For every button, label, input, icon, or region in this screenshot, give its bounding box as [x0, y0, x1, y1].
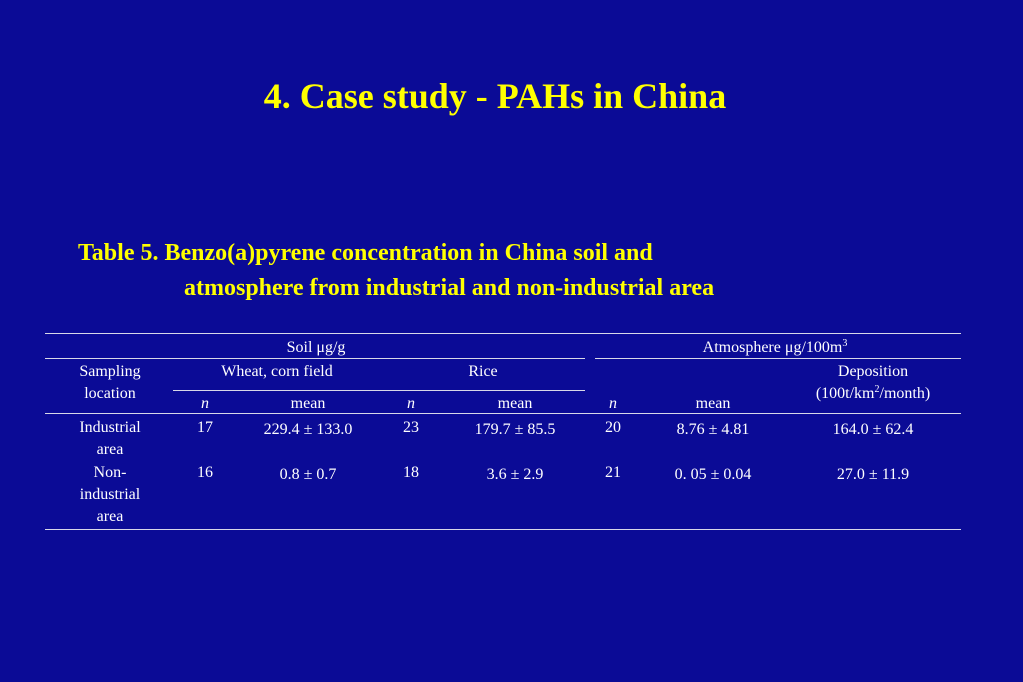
row-location: Industrial area [79, 419, 141, 458]
table-top-rule [45, 333, 961, 334]
col-header-n-wheat: n [201, 395, 209, 412]
row-rice-mean: 179.7 ± 85.5 [474, 421, 556, 438]
col-header-n-atm: n [609, 395, 617, 412]
row-wheat-n: 17 [197, 419, 213, 436]
row-wheat-mean: 0.8 ± 0.7 [279, 466, 337, 483]
wheat-header: Wheat, corn field [221, 363, 333, 380]
rice-header: Rice [468, 363, 498, 380]
row-atm-n: 20 [605, 419, 621, 436]
table-bottom-rule [45, 529, 961, 530]
row-rice-mean: 3.6 ± 2.9 [486, 466, 544, 483]
subgroup-underline [173, 390, 585, 391]
table-caption [78, 236, 714, 306]
row-atm-mean: 0. 05 ± 0.04 [674, 466, 752, 483]
row-deposition: 27.0 ± 11.9 [836, 466, 910, 483]
col-header-mean-atm: mean [695, 395, 731, 412]
col-header-mean-rice: mean [497, 395, 533, 412]
col-header-mean-wheat: mean [290, 395, 326, 412]
caption-line-2: atmosphere from industrial and non-industrial area [184, 275, 715, 301]
atmosphere-header: Atmosphere $\mu g/100m^3$ [702, 338, 848, 356]
caption-line-1: Table 5. Benzo(a)pyrene concentration in China soil and [78, 240, 653, 266]
deposition-header: Deposition $(100t/km^2/month)$ [815, 363, 931, 402]
row-deposition: 164.0 ± 62.4 [832, 421, 914, 438]
row-atm-n: 21 [605, 464, 621, 481]
row-wheat-mean: 229.4 ± 133.0 [263, 421, 353, 438]
slide-title: 4. Case study - PAHs in China [263, 76, 727, 116]
row-location: Non- industrial area [79, 464, 141, 525]
row-atm-mean: 8.76 ± 4.81 [676, 421, 750, 438]
col-header-n-rice: n [407, 395, 415, 412]
location-header: Sampling location [79, 363, 141, 402]
row-rice-n: 23 [403, 419, 419, 436]
row-rice-n: 18 [403, 464, 419, 481]
soil-header: Soil μg/g [286, 339, 346, 356]
row-wheat-n: 16 [197, 464, 213, 481]
